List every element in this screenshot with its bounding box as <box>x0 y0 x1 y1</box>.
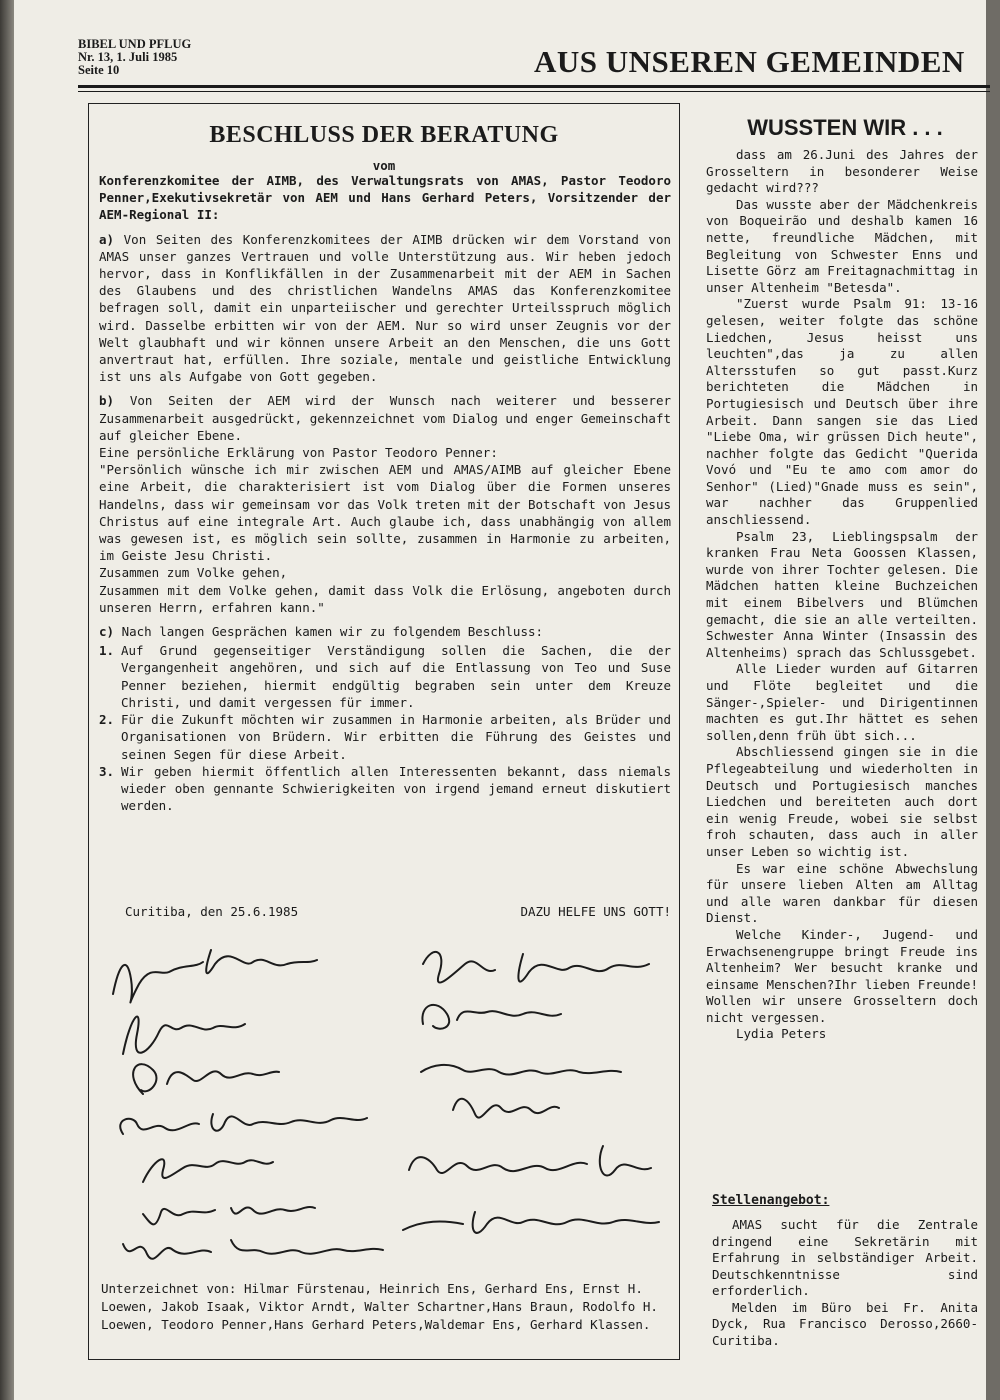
resolution-points <box>99 642 671 814</box>
job-offer-title: Stellenangebot: <box>712 1193 830 1208</box>
paragraph-c-text: Nach langen Gesprächen kamen wir zu folgendem Beschluss: <box>121 624 544 640</box>
header-rule-thick <box>78 85 990 88</box>
paragraph-c <box>99 623 671 640</box>
header-rule-thin <box>78 91 990 92</box>
point-text: Auf Grund gegenseitiger Verständigung sollen die Sachen, die der Vergangenheit angehören, und sich auf die Entlassung von Teo und Suse Penner beziehen, hiermit endgültig begraben sein unter dem Kreuze Christi, und damit vergessen für immer. <box>121 643 671 710</box>
binding-spine <box>0 0 14 1400</box>
wussten-title: WUSSTEN WIR . . . <box>747 115 943 140</box>
resolution-vom: vom <box>372 158 396 173</box>
point-text: Wir geben hiermit öffentlich allen Interessenten bekannt, dass niemals wieder oben gennante Schwierigkeiten von irgend jemand erneut diskutiert werden. <box>121 763 671 814</box>
paragraph-a-label: a) <box>99 231 115 247</box>
newspaper-page <box>14 0 986 1400</box>
paragraph-b-text: Von Seiten der AEM wird der Wunsch nach weiterer und besserer Zusammenarbeit ausgedrückt, gekennzeichnet vom Dialog und enger Gemeinschaft auf gleicher Ebene. <box>99 393 671 443</box>
paragraph-b-quote-3: Zusammen mit dem Volke gehen, damit dass Volk die Erlösung, angeboten durch unseren Herrn, erfahren kann." <box>99 582 671 615</box>
paragraph-b-quote-2: Zusammen zum Volke gehen, <box>99 565 288 581</box>
wussten-author: Lydia Peters <box>736 1026 827 1042</box>
signature-hilmar-fuerstenau <box>113 950 317 1003</box>
signature-gerhard-ens <box>133 1064 279 1094</box>
signed-by: Unterzeichnet von: Hilmar Fürstenau, Heinrich Ens, Gerhard Ens, Ernst H. Loewen, Jakob Isaak, Viktor Arndt, Walter Schartner,Hans Braun, Rodolfo H. Loewen, Teodoro Penner,Hans Gerhard Peters,Waldemar Ens, Gerhard Klassen. <box>101 1281 658 1332</box>
wussten-paragraph: Alle Lieder wurden auf Gitarren und Flöte begleitet und die Sänger-,Spieler- und Dirigentinnen machten es gut.Ihr hättet es sehen sollen,denn früh übt sich... <box>706 661 978 743</box>
signature-hans-braun <box>423 952 649 983</box>
paragraph-b-label: b) <box>99 393 115 409</box>
job-offer-body <box>712 1217 978 1349</box>
signature-hans-gerhard-peters <box>453 1099 559 1118</box>
wussten-paragraph: Es war eine schöne Abwechslung für unsere lieben Alten am Alltag und alle waren dankbar für diesen Dienst. <box>706 860 978 926</box>
signature-waldemar-ens <box>409 1146 651 1176</box>
paragraph-b-statement-intro: Eine persönliche Erklärung von Pastor Teodoro Penner: <box>99 445 498 461</box>
signatures <box>103 924 663 1274</box>
section-title: AUS UNSEREN GEMEINDEN <box>534 44 965 79</box>
paragraph-a <box>99 231 671 386</box>
wussten-paragraph: Das wusste aber der Mädchenkreis von Boqueirão und deshalb kamen 16 nette, freundliche Mädchen, mit Begleitung von Schwester Enns und Lisette Görz am Freitagnachmittag in unser Altenheim "Betesda". <box>706 196 978 295</box>
resolution-point <box>99 711 671 763</box>
signature-viktor-arndt <box>143 1207 315 1224</box>
wussten-paragraph: Abschliessend gingen sie in die Pflegeabteilung und wiederholten in Deutsch und Portugiesisch manches Liedchen und bereiteten auch dort ein wenig Freude, wobei sie selbst froh schauten, dass auch in aller unser Leben so wichtig ist. <box>706 744 978 859</box>
resolution-box <box>88 103 680 1360</box>
resolution-point <box>99 763 671 815</box>
wussten-paragraph: Psalm 23, Lieblingspsalm der kranken Frau Neta Goossen Klassen, wurde von ihrer Tochter gelesen. Die Mädchen hatten kleine Buchzeichen mit einem Bibelvers und Blümchen gemacht, die sie an alle verteilten. Schwester Anna Winter (Insassin des Altenheims) sprach das Schlussgebet. <box>706 528 978 660</box>
wussten-paragraph: "Zuerst wurde Psalm 91: 13-16 gelesen, weiter folgte das schöne Liedchen, Jesus heisst uns leuchten",das ja zu allen Altersstufen so gut passt.Kurz berichteten die Mädchen in Portugiesisch und Deutsch über ihre Arbeit. Dann sangen sie das Lied "Liebe Oma, wir grüssen Dich heute", nachher folgte das Gedicht "Querida Vovó und "Eu te amo com amor do Senhor" (Lied)"Gnade muss es sein", war nachher das Gruppenlied anschliessend. <box>706 296 978 528</box>
job-offer-text: AMAS sucht für die Zentrale dringend eine Sekretärin mit Erfahrung in selbständiger Arbeit. Deutschkenntnisse sind erforderlich. <box>712 1217 978 1298</box>
signature-heinrich-ens <box>123 1017 245 1054</box>
wussten-paragraph: Welche Kinder-, Jugend- und Erwachsenengruppe bringt Freude ins Altenheim? Wer besucht kranke und einsame Menschen?Ihr lieben Freunde! Wollen wir unsere Grosseltern doch nicht vergessen. <box>706 926 978 1025</box>
page-number: Seite 10 <box>78 63 120 77</box>
masthead-meta <box>78 38 191 77</box>
signature-gerhard-klassen <box>403 1212 659 1233</box>
resolution-body <box>99 172 671 821</box>
wussten-article <box>706 147 978 1043</box>
paragraph-b <box>99 392 671 444</box>
signature-walter-schartner <box>123 1240 383 1259</box>
point-number: 1. <box>99 643 115 659</box>
paragraph-a-text: Von Seiten des Konferenzkomitees der AIMB drücken wir dem Vorstand von AMAS unser ganzes Vertrauen und volle Unterstützung aus. Wir heben jedoch hervor, dass in Konflikfällen in der Zusammenarbeit mit der AEM in Sachen des Glaubens und des christlichen Wandelns AMAS das Konferenzkomitee befragen soll, damit ein unparteiischer und gerechter Urteilsspruch möglich wird. Dasselbe erbitten wir von der AEM. Nur so wird unser Zeugnis vor der Welt glaubhaft und wir können unsere Arbeit an den Menschen, die uns Gott anvertraut hat, erfüllen. Ihre soziale, mentale und geistliche Entwicklung ist uns als Aufgabe von Gott gegeben. <box>99 231 672 385</box>
wussten-paragraph: dass am 26.Juni des Jahres der Grosseltern in besonderer Weise gedacht wird??? <box>706 147 978 196</box>
point-number: 3. <box>99 763 115 779</box>
publication-name: BIBEL UND PFLUG <box>78 37 192 51</box>
point-text: Für die Zukunft möchten wir zusammen in Harmonie arbeiten, als Brüder und Organisationen von Brüdern. Wir erbitten die Führung des Geistes und seinen Segen für diese Arbeit. <box>121 712 671 762</box>
job-offer-contact: Melden im Büro bei Fr. Anita Dyck, Rua Francisco Derosso,2660-Curitiba. <box>712 1299 978 1348</box>
place-date: Curitiba, den 25.6.1985 <box>125 904 299 919</box>
signature-jakob-isaak <box>143 1159 273 1182</box>
resolution-point <box>99 642 671 711</box>
signature-teodoro-penner <box>421 1065 621 1075</box>
paragraph-c-label: c) <box>99 624 115 640</box>
resolution-intro: Konferenzkomitee der AIMB, des Verwaltungsrats von AMAS, Pastor Teodoro Penner,Exekutivsekretär von AEM und Hans Gerhard Peters, Vorsitzender der AEM-Regional II: <box>99 173 671 223</box>
paragraph-b-quote: "Persönlich wünsche ich mir zwischen AEM und AMAS/AIMB auf gleicher Ebene eine Arbeit, die charakterisiert ist vom Dialog über die Formen unseres Handelns, dass wir gemeinsam vor das Volk treten mit der Botschaft von Jesus Christus auf eine integrale Art. Auch glaube ich, dass unabhängig von allem was gewesen ist, es möglich sein sollte, zusammen in Harmonie zu arbeiten, im Geiste Jesu Christi. <box>99 462 671 564</box>
signature-rodolfo-loewen <box>422 1005 561 1029</box>
resolution-title: BESCHLUSS DER BERATUNG <box>209 122 559 148</box>
signature-ernst-loewen <box>120 1114 367 1134</box>
issue-info: Nr. 13, 1. Juli 1985 <box>78 50 178 64</box>
point-number: 2. <box>99 712 115 728</box>
closing-line: DAZU HELFE UNS GOTT! <box>520 904 671 919</box>
